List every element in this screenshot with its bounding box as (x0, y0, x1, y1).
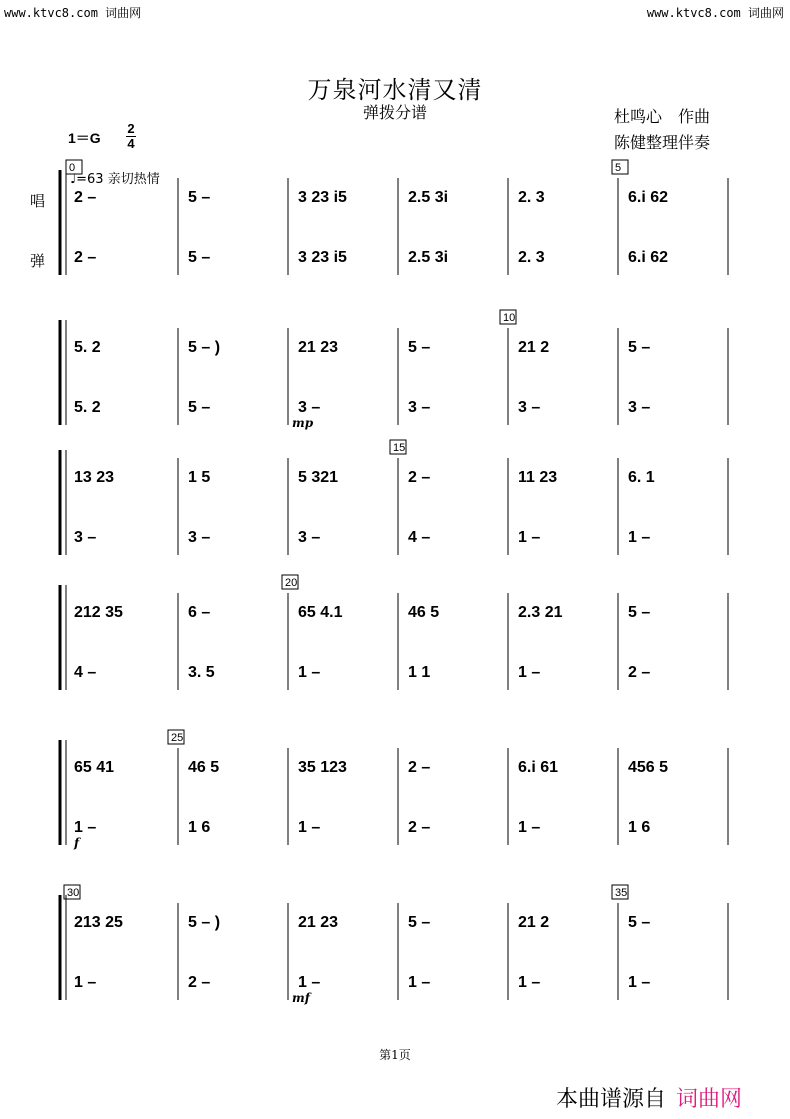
source-label: 本曲谱源自 (556, 1087, 667, 1112)
lower-measure: 3 – (408, 399, 431, 416)
upper-measure: 1 5 (188, 469, 211, 486)
rehearsal-mark-number: 35 (615, 887, 628, 899)
rehearsal-mark-number: 30 (67, 887, 80, 899)
upper-measure: 11 23 (518, 469, 558, 486)
lower-measure: 3 – (74, 529, 97, 546)
upper-measure: 21 23 (298, 914, 339, 931)
lower-measure: 5 – (188, 249, 211, 266)
lower-measure: 3 – (628, 399, 651, 416)
lower-measure: 2.5 3i (408, 249, 449, 266)
tempo-marking: ♩=63 亲切热情 (70, 172, 160, 187)
upper-measure: 2 – (74, 189, 97, 206)
lower-measure: 2 – (628, 664, 651, 681)
rehearsal-mark-number: 0 (69, 162, 76, 174)
arranger-credit: 陈健整理伴奏 (614, 133, 711, 152)
upper-measure: 21 2 (518, 914, 550, 931)
lower-measure: 1 – (74, 819, 97, 836)
part-label-play: 弹 (30, 252, 46, 270)
rehearsal-mark-number: 10 (503, 312, 516, 324)
upper-measure: 6.i 61 (518, 759, 559, 776)
lower-measure: 1 – (74, 974, 97, 991)
lower-measure: 1 – (518, 664, 541, 681)
rehearsal-mark-number: 5 (615, 162, 622, 174)
source-brand: 词曲网 (676, 1087, 743, 1112)
lower-measure: 1 – (408, 974, 431, 991)
upper-measure: 212 35 (74, 604, 123, 621)
upper-measure: 21 2 (518, 339, 550, 356)
lower-measure: 4 – (74, 664, 97, 681)
lower-measure: 1 – (628, 974, 651, 991)
lower-measure: 1 – (518, 974, 541, 991)
key-signature: 1＝G (68, 130, 101, 146)
time-signature-bottom: 4 (127, 136, 135, 151)
lower-measure: 2 – (408, 819, 431, 836)
lower-measure: 2. 3 (518, 249, 545, 266)
page-number: 第1页 (379, 1048, 411, 1062)
rehearsal-mark-number: 15 (393, 442, 406, 454)
lower-measure: 1 – (518, 529, 541, 546)
upper-measure: 6. 1 (628, 469, 655, 486)
lower-measure: 1 1 (408, 664, 431, 681)
dynamic-marking: mp (292, 416, 314, 430)
lower-measure: 5 – (188, 399, 211, 416)
lower-measure: 3 – (298, 399, 321, 416)
upper-measure: 5 – (408, 339, 431, 356)
upper-measure: 35 123 (298, 759, 347, 776)
upper-measure: 2 – (408, 469, 431, 486)
lower-measure: 1 – (298, 974, 321, 991)
dynamic-marking: f (74, 836, 80, 850)
lower-measure: 3 – (518, 399, 541, 416)
upper-measure: 456 5 (628, 759, 669, 776)
site-watermark-right: www.ktvc8.com 词曲网 (646, 6, 784, 20)
upper-measure: 13 23 (74, 469, 115, 486)
lower-measure: 3. 5 (188, 664, 215, 681)
lower-measure: 3 23 i5 (298, 249, 347, 266)
upper-measure: 65 41 (74, 759, 115, 776)
upper-measure: 3 23 i5 (298, 189, 347, 206)
lower-measure: 1 – (298, 819, 321, 836)
upper-measure: 5 321 (298, 469, 339, 486)
lower-measure: 1 6 (628, 819, 651, 836)
upper-measure: 5 – ) (188, 339, 221, 356)
upper-measure: 46 5 (188, 759, 220, 776)
lower-measure: 3 – (298, 529, 321, 546)
upper-measure: 2 – (408, 759, 431, 776)
lower-measure: 1 6 (188, 819, 211, 836)
upper-measure: 6.i 62 (628, 189, 669, 206)
composer-credit: 杜鸣心 作曲 (614, 107, 711, 126)
upper-measure: 5 – (408, 914, 431, 931)
dynamic-marking: mf (292, 991, 310, 1005)
part-label-sing: 唱 (30, 192, 46, 210)
upper-measure: 2. 3 (518, 189, 545, 206)
lower-measure: 5. 2 (74, 399, 101, 416)
upper-measure: 65 4.1 (298, 604, 343, 621)
rehearsal-mark-number: 20 (285, 577, 298, 589)
upper-measure: 213 25 (74, 914, 123, 931)
upper-measure: 5 – (188, 189, 211, 206)
score-subtitle: 弹拨分谱 (362, 103, 427, 122)
source-credit (556, 1082, 742, 1113)
lower-measure: 2 – (74, 249, 97, 266)
lower-measure: 1 – (298, 664, 321, 681)
time-signature-top: 2 (127, 121, 135, 136)
upper-measure: 5 – (628, 339, 651, 356)
upper-measure: 46 5 (408, 604, 440, 621)
lower-measure: 1 – (518, 819, 541, 836)
upper-measure: 21 23 (298, 339, 339, 356)
lower-measure: 1 – (628, 529, 651, 546)
site-watermark-left: www.ktvc8.com 词曲网 (4, 6, 142, 20)
score-title: 万泉河水清又清 (307, 76, 483, 104)
upper-measure: 5 – (628, 914, 651, 931)
upper-measure: 5 – ) (188, 914, 221, 931)
lower-measure: 6.i 62 (628, 249, 669, 266)
upper-measure: 6 – (188, 604, 211, 621)
upper-measure: 5. 2 (74, 339, 101, 356)
lower-measure: 2 – (188, 974, 211, 991)
lower-measure: 4 – (408, 529, 431, 546)
upper-measure: 5 – (628, 604, 651, 621)
upper-measure: 2.3 21 (518, 604, 563, 621)
upper-measure: 2.5 3i (408, 189, 449, 206)
rehearsal-mark-number: 25 (171, 732, 184, 744)
lower-measure: 3 – (188, 529, 211, 546)
